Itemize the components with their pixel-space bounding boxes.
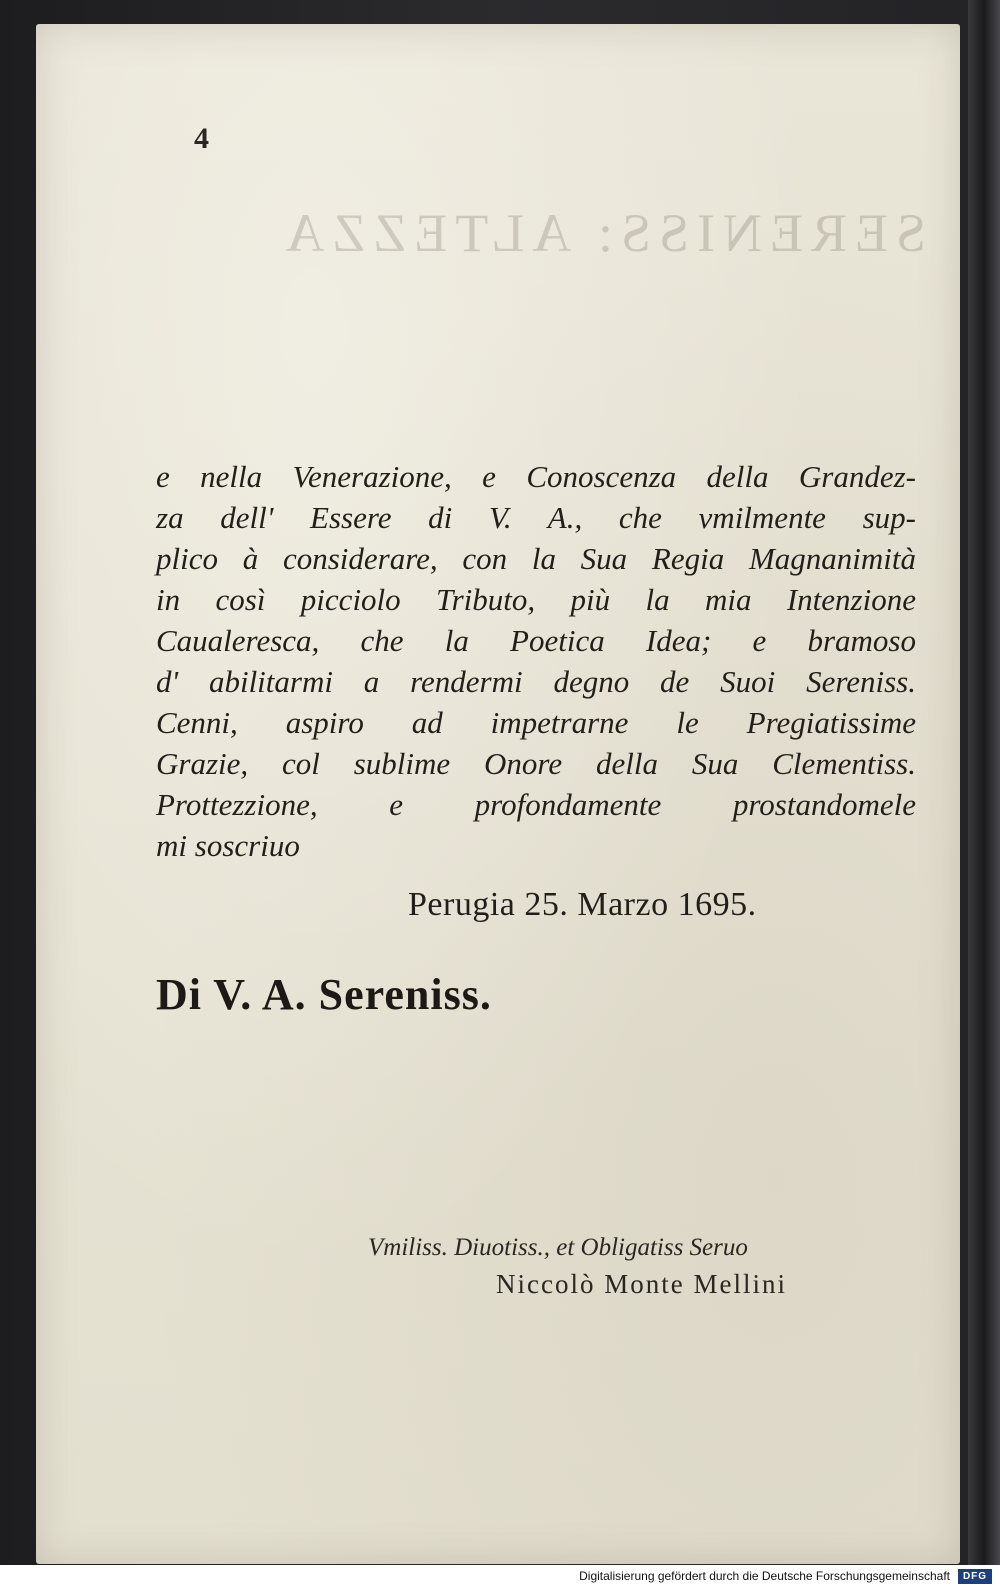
book-page	[36, 24, 960, 1564]
footer-bar	[0, 1565, 1000, 1587]
footer-credit: Digitalisierung gefördert durch die Deutsche Forschungsgemeinschaft	[579, 1569, 950, 1583]
body-line: za dell' Essere di V. A., che vmilmente sup-	[156, 500, 916, 535]
show-through-heading: SERENISS: ALTEZZA	[277, 203, 926, 263]
body-line: plico à considerare, con la Sua Regia Magnanimità	[156, 541, 916, 576]
dfg-logo-icon: DFG	[958, 1569, 992, 1584]
salutation: Di V. A. Sereniss.	[156, 970, 492, 1019]
date-line: Perugia 25. Marzo 1695.	[408, 886, 757, 923]
book-binding-edge	[968, 0, 1000, 1587]
signature: Niccolò Monte Mellini	[496, 1269, 787, 1299]
body-line: d' abilitarmi a rendermi degno de Suoi Sereniss.	[156, 664, 916, 699]
body-line: mi soscriuo	[156, 828, 300, 863]
body-line: Caualeresca, che la Poetica Idea; e bramoso	[156, 623, 916, 658]
body-line: Cenni, aspiro ad impetrarne le Pregiatissime	[156, 705, 916, 740]
body-line: in così picciolo Tributo, più la mia Intenzione	[156, 582, 916, 617]
body-line: Prottezzione, e profondamente prostandomele	[156, 787, 916, 822]
page-number: 4	[194, 122, 209, 155]
letter-body	[156, 456, 916, 866]
body-line: e nella Venerazione, e Conoscenza della Grandez-	[156, 459, 916, 494]
body-line: Grazie, col sublime Onore della Sua Clementiss.	[156, 746, 916, 781]
closing-formula: Vmiliss. Diuotiss., et Obligatiss Seruo	[368, 1234, 748, 1261]
